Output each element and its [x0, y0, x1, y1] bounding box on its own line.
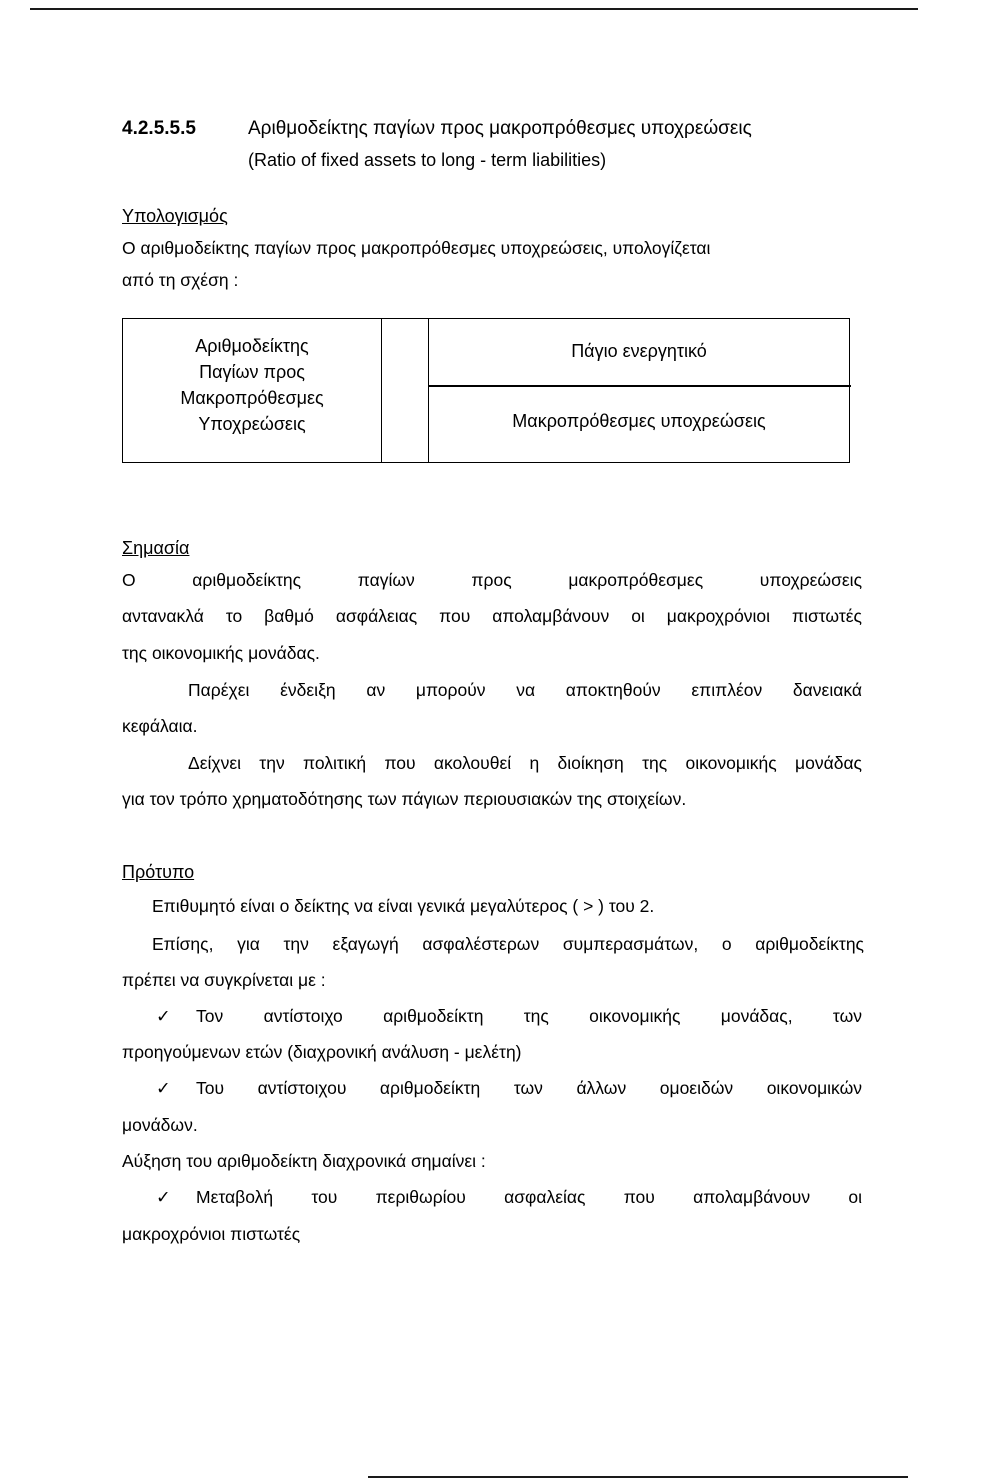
significance-p3-line-2: για τον τρόπο χρηματοδότησης των πάγιων περιουσιακών της στοιχείων.: [122, 789, 687, 809]
comparison-item-2: [156, 1078, 862, 1099]
ratio-label-box: [122, 318, 382, 463]
check-icon: ✓: [156, 1006, 171, 1026]
significance-p1-line-1: Ο αριθμοδείκτης παγίων προς μακροπρόθεσμες υποχρεώσεις: [122, 570, 862, 590]
check-icon: ✓: [156, 1187, 171, 1207]
calculation-line-1: Ο αριθμοδείκτης παγίων προς μακροπρόθεσμες υποχρεώσεις, υπολογίζεται: [122, 238, 711, 258]
calculation-line-2: από τη σχέση :: [122, 270, 239, 290]
significance-p1-line-2: αντανακλά το βαθμό ασφάλειας που απολαμβάνουν οι μακροχρόνιοι πιστωτές: [122, 606, 862, 626]
check-icon: ✓: [156, 1078, 171, 1098]
standard-heading: Πρότυπο: [122, 862, 195, 882]
significance-p1-line-3: της οικονομικής μονάδας.: [122, 643, 320, 663]
top-rule: [30, 8, 918, 10]
ratio-label-line: Μακροπρόθεσμες: [180, 388, 324, 409]
increase-line: Αύξηση του αριθμοδείκτη διαχρονικά σημαίνει :: [122, 1151, 486, 1171]
fraction-denominator: Μακροπρόθεσμες υποχρεώσεις: [512, 411, 766, 431]
equals-column: [382, 318, 428, 463]
standard-line-1: Επιθυμητό είναι ο δείκτης να είναι γενικά μεγαλύτερος ( > ) του 2.: [152, 896, 655, 916]
significance-p2-line-2: κεφάλαια.: [122, 716, 198, 736]
ratio-label-line: Παγίων προς: [199, 362, 305, 383]
bottom-rule: [368, 1476, 908, 1478]
standard-line-3: πρέπει να συγκρίνεται με :: [122, 970, 326, 990]
section-title-text: Αριθμοδείκτης παγίων προς μακροπρόθεσμες υποχρεώσεις: [248, 118, 752, 139]
ratio-label-line: Αριθμοδείκτης: [195, 336, 309, 356]
comparison-item-1-text: Τον αντίστοιχο αριθμοδείκτη της οικονομικής μονάδας, των: [196, 1006, 862, 1026]
comparison-item-2-text: Του αντίστοιχου αριθμοδείκτη των άλλων ομοειδών οικονομικών: [196, 1078, 862, 1098]
significance-p2-line-1: Παρέχει ένδειξη αν μπορούν να αποκτηθούν επιπλέον δανειακά: [188, 680, 862, 700]
section-number: 4.2.5.5.5: [122, 118, 196, 139]
significance-heading: Σημασία: [122, 538, 190, 558]
significance-p3-line-1: Δείχνει την πολιτική που ακολουθεί η διοίκηση της οικονομικής μονάδας: [188, 753, 862, 773]
increase-item-1: [156, 1187, 862, 1208]
calculation-heading: Υπολογισμός: [122, 206, 228, 226]
fraction-numerator: Πάγιο ενεργητικό: [571, 341, 707, 361]
increase-item-1-cont: μακροχρόνιοι πιστωτές: [122, 1224, 301, 1244]
ratio-label: [123, 333, 381, 437]
comparison-item-1: [156, 1006, 862, 1027]
ratio-formula: [122, 318, 850, 463]
fraction-bar: [429, 385, 851, 387]
section-subtitle: (Ratio of fixed assets to long - term liabilities): [248, 150, 607, 170]
comparison-item-1-cont: προηγούμενων ετών (διαχρονική ανάλυση - μελέτη): [122, 1042, 522, 1062]
ratio-label-line: Υποχρεώσεις: [198, 414, 306, 435]
increase-item-1-text: Μεταβολή του περιθωρίου ασφαλείας που απολαμβάνουν οι: [196, 1187, 862, 1207]
fraction-box: [428, 318, 850, 463]
comparison-item-2-cont: μονάδων.: [122, 1115, 198, 1135]
standard-line-2: Επίσης, για την εξαγωγή ασφαλέστερων συμπερασμάτων, ο αριθμοδείκτης: [152, 934, 864, 954]
